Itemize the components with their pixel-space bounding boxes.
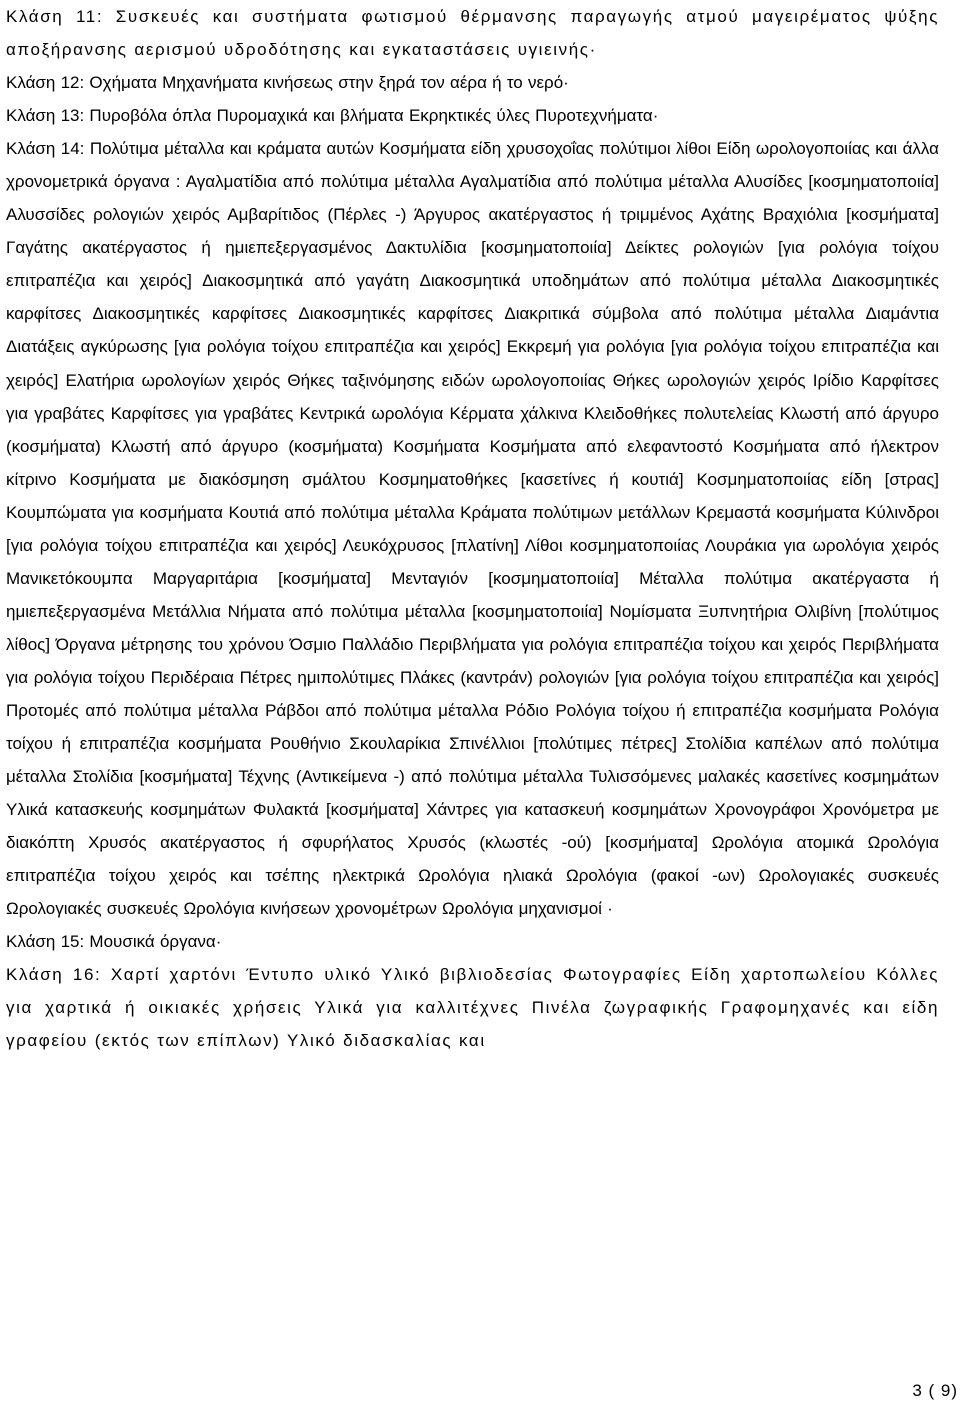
page-number: 3 ( 9) — [912, 1381, 958, 1400]
document-body — [6, 0, 939, 1058]
class-16-paragraph: Κλάση 16: Χαρτί χαρτόνι Έντυπο υλικό Υλικό βιβλιοδεσίας Φωτογραφίες Είδη χαρτοπωλείου Κόλλες για χαρτικά ή οικιακές χρήσεις Υλικά για καλλιτέχνες Πινέλα ζωγραφικής Γραφομηχανές και είδη γραφείου (εκτός των επίπλων) Υλικό διδασκαλίας και — [6, 965, 939, 1051]
class-12-paragraph: Κλάση 12: Οχήματα Μηχανήματα κινήσεως στην ξηρά τον αέρα ή το νερό· — [6, 73, 569, 93]
class-15-paragraph: Κλάση 15: Μουσικά όργανα· — [6, 932, 222, 952]
class-14-paragraph: Κλάση 14: Πολύτιμα μέταλλα και κράματα αυτών Κοσμήματα είδη χρυσοχοΐας πολύτιμοι λίθοι Είδη ωρολογοποιίας και άλλα χρονομετρικά όργανα : Αγαλματίδια από πολύτιμα μέταλλα Αγαλματίδια από πολύτιμα μέταλλα Αλυσίδες [κοσμηματοποιία] Αλυσσίδες ρολογιών χειρός Αμβαρίτιδος (Πέρλες -) Άργυρος ακατέργαστος ή τριμμένος Αχάτης Βραχιόλια [κοσμήματα] Γαγάτης ακατέργαστος ή ημιεπεξεργασμένος Δακτυλίδια [κοσμηματοποιία] Δείκτες ρολογιών [για ρολόγια τοίχου επιτραπέζια και χειρός] Διακοσμητικά από γαγάτη Διακοσμητικά υποδημάτων από πολύτιμα μέταλλα Διακοσμητικές καρφίτσες Διακοσμητικές καρφίτσες Διακοσμητικές καρφίτσες Διακριτικά σύμβολα από πολύτιμα μέταλλα Διαμάντια Διατάξεις αγκύρωσης [για ρολόγια τοίχου επιτραπέζια και χειρός] Εκκρεμή για ρολόγια [για ρολόγια τοίχου επιτραπέζια και χειρός] Ελατήρια ωρολογίων χειρός Θήκες ταξινόμησης ειδών ωρολογοποιίας Θήκες ωρολογιών χειρός Ιρίδιο Καρφίτσες για γραβάτες Καρφίτσες για γραβάτες Κεντρικά ωρολόγια Κέρματα χάλκινα Κλειδοθήκες πολυτελείας Κλωστή από άργυρο (κοσμήματα) Κλωστή από άργυρο (κοσμήματα) Κοσμήματα Κοσμήματα από ελεφαντοστό Κοσμήματα από ήλεκτρον κίτρινο Κοσμήματα με διακόσμηση σμάλτου Κοσμηματοθήκες [κασετίνες ή κουτιά] Κοσμηματοποιίας είδη [στρας] Κουμπώματα για κοσμήματα Κουτιά από πολύτιμα μέταλλα Κράματα πολύτιμων μετάλλων Κρεμαστά κοσμήματα Κύλινδροι [για ρολόγια τοίχου επιτραπέζια και χειρός] Λευκόχρυσος [πλατίνη] Λίθοι κοσμηματοποιίας Λουράκια για ωρολόγια χειρός Μανικετόκουμπα Μαργαριτάρια [κοσμήματα] Μενταγιόν [κοσμηματοποιία] Μέταλλα πολύτιμα ακατέργαστα ή ημιεπεξεργασμένα Μετάλλια Νήματα από πολύτιμα μέταλλα [κοσμηματοποιία] Νομίσματα Ξυπνητήρια Ολιβίνη [πολύτιμος λίθος] Όργανα μέτρησης του χρόνου Όσμιο Παλλάδιο Περιβλήματα για ρολόγια επιτραπέζια τοίχου και χειρός Περιβλήματα για ρολόγια τοίχου Περιδέραια Πέτρες ημιπολύτιμες Πλάκες (καντράν) ρολογιών [για ρολόγια τοίχου επιτραπέζια και χειρός] Προτομές από πολύτιμα μέταλλα Ράβδοι από πολύτιμα μέταλλα Ρόδιο Ρολόγια τοίχου ή επιτραπέζια κοσμήματα Ρολόγια τοίχου ή επιτραπέζια κοσμήματα Ρουθήνιο Σκουλαρίκια Σπινέλλιοι [πολύτιμες πέτρες] Στολίδια καπέλων από πολύτιμα μέταλλα Στολίδια [κοσμήματα] Τέχνης (Αντικείμενα -) από πολύτιμα μέταλλα Τυλισσόμενες μαλακές κασετίνες κοσμημάτων Υλικά κατασκευής κοσμημάτων Φυλακτά [κοσμήματα] Χάντρες για κατασκευή κοσμημάτων Χρονογράφοι Χρονόμετρα με διακόπτη Χρυσός ακατέργαστος ή σφυρήλατος Χρυσός (κλωστές -ού) [κοσμήματα] Ωρολόγια ατομικά Ωρολόγια επιτραπέζια τοίχου χειρός και τσέπης ηλεκτρικά Ωρολόγια ηλιακά Ωρολόγια (φακοί -ων) Ωρολογιακές συσκευές Ωρολογιακές συσκευές Ωρολόγια κινήσεων χρονομέτρων Ωρολόγια μηχανισμοί · — [6, 139, 939, 919]
class-11-paragraph: Κλάση 11: Συσκευές και συστήματα φωτισμού θέρμανσης παραγωγής ατμού μαγειρέματος ψύξης αποξήρανσης αερισμού υδροδότησης και εγκαταστάσεις υγιεινής· — [6, 7, 939, 60]
class-13-paragraph: Κλάση 13: Πυροβόλα όπλα Πυρομαχικά και βλήματα Εκρηκτικές ύλες Πυροτεχνήματα· — [6, 106, 659, 126]
